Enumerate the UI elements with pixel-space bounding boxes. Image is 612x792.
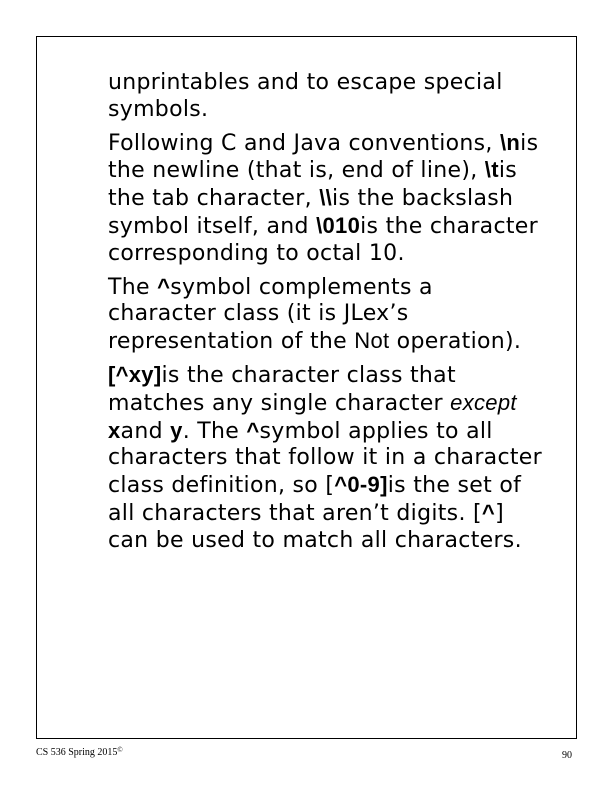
code-class-xy: [^xy] bbox=[108, 361, 162, 387]
paragraph-1 bbox=[108, 70, 548, 124]
code-caret: ^ bbox=[157, 273, 171, 299]
text-run: is the character class that matches any single character bbox=[108, 362, 456, 416]
code-class-digits: ^0-9] bbox=[334, 472, 388, 498]
text-run: Following C and Java conventions, bbox=[108, 130, 501, 156]
not-word: Not bbox=[354, 328, 390, 354]
text-run: is the tab character, bbox=[108, 158, 518, 212]
code-caret: ^ bbox=[246, 417, 260, 443]
code-backslash: \\ bbox=[319, 185, 333, 211]
paragraph-3 bbox=[108, 274, 548, 356]
footer-course-text: CS 536 Spring 2015 bbox=[36, 747, 118, 758]
text-run: is the set of all characters that aren’t digits. [ bbox=[108, 473, 522, 526]
text-run: . The bbox=[182, 418, 247, 444]
text-run: operation). bbox=[389, 329, 522, 355]
text-run: symbol complements a character class (it is JLex’s representation of the bbox=[108, 274, 433, 355]
footer-course bbox=[36, 747, 123, 758]
paragraph-4 bbox=[108, 362, 548, 555]
code-caret: ^ bbox=[481, 499, 496, 525]
text-run: is the backslash symbol itself, and bbox=[108, 186, 514, 239]
text-run: is the newline (that is, end of line), bbox=[108, 130, 539, 184]
text-run: symbol applies to all characters that follow it in a character class definition, so [ bbox=[108, 418, 542, 499]
copyright-mark: © bbox=[117, 746, 123, 754]
slide-body bbox=[108, 70, 548, 561]
text-run: and bbox=[120, 418, 171, 444]
text-run: The bbox=[108, 274, 158, 300]
code-tab: \t bbox=[484, 157, 499, 183]
text-run: is the character corresponding to octal 10. bbox=[108, 213, 538, 266]
code-x: x bbox=[108, 417, 121, 443]
paragraph-2 bbox=[108, 130, 548, 268]
paragraph-1-text: unprintables and to escape special symbols. bbox=[108, 70, 503, 122]
code-newline: \n bbox=[500, 129, 521, 155]
text-run: ] can be used to match all characters. bbox=[108, 500, 522, 553]
page-number: 90 bbox=[562, 750, 572, 761]
emphasis-except: except bbox=[450, 389, 517, 415]
code-y: y bbox=[170, 417, 183, 443]
code-octal: \010 bbox=[316, 212, 361, 238]
